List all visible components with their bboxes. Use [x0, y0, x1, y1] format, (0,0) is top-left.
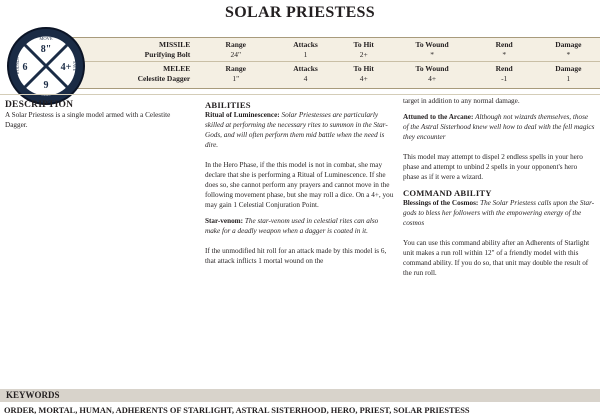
- ability-name: Ritual of Luminescence:: [205, 111, 280, 119]
- header-attacks: Attacks: [293, 64, 318, 73]
- weapon-damage: *: [566, 50, 571, 59]
- ability-ritual: [205, 110, 395, 150]
- ability-rule: You can use this command ability after an Adherents of Starlight unit makes a run roll within 12" of a friendly model with this command ability. If you do so, that unit may double the result of the run roll.: [403, 239, 590, 277]
- ability-flavor: The Solar Priestess calls upon the Star-gods to bless her followers with the empowering energy of the cosmos: [403, 199, 595, 227]
- header-to-hit: To Hit: [353, 64, 374, 73]
- missile-header-row: [60, 40, 600, 50]
- abilities-column: [205, 100, 395, 272]
- ability-name: Star-venom:: [205, 217, 244, 225]
- weapon-row: [60, 74, 600, 84]
- weapon-rend: -1: [501, 74, 508, 83]
- header-to-wound: To Wound: [415, 40, 449, 49]
- weapon-range: 24": [230, 50, 242, 59]
- melee-header-row: [60, 64, 600, 74]
- wounds-value: 6: [22, 62, 28, 73]
- ability-flavor: Although not wizards themselves, those of the Astral Sisterhood knew well how to deal with the fell magics they encounter: [403, 113, 595, 141]
- header-to-hit: To Hit: [353, 40, 374, 49]
- keywords-heading: KEYWORDS: [6, 390, 60, 400]
- weapon-damage: 1: [566, 74, 571, 83]
- missile-header: MISSILE: [159, 40, 191, 49]
- weapon-range: 1": [232, 74, 240, 83]
- command-ability: [403, 198, 595, 228]
- weapon-rend: *: [502, 50, 507, 59]
- header-rend: Rend: [495, 40, 513, 49]
- ability-rule-continued: target in addition to any normal damage.: [403, 97, 520, 105]
- ability-flavor: The star-venom used in celestial rites can also make for a deadly weapon when a dagger is coated in it.: [205, 217, 379, 235]
- ability-rule: This model may attempt to dispel 2 endless spells in your hero phase and attempt to unbind 2 spells in your opponent's hero phase as if it were a wizard.: [403, 153, 583, 181]
- move-label: MOVE: [39, 36, 53, 41]
- header-attacks: Attacks: [293, 40, 318, 49]
- abilities-heading: ABILITIES: [205, 100, 251, 110]
- weapon-name: Celestite Dagger: [137, 74, 191, 83]
- save-value: 4+: [60, 62, 72, 73]
- ability-name: Attuned to the Arcane:: [403, 113, 474, 121]
- ability-name: Blessings of the Cosmos:: [403, 199, 479, 207]
- weapon-attacks: 4: [303, 74, 308, 83]
- abilities-column-continued: [403, 96, 595, 284]
- weapon-to-hit: 4+: [359, 74, 368, 83]
- weapon-attacks: 1: [303, 50, 308, 59]
- move-value: 8": [40, 44, 52, 55]
- section-divider: [0, 94, 600, 95]
- ability-arcane: [403, 112, 595, 142]
- wounds-label: WOUNDS: [15, 57, 20, 75]
- weapon-to-hit: 2+: [359, 50, 368, 59]
- header-damage: Damage: [555, 40, 582, 49]
- weapon-table: [60, 40, 600, 84]
- page-title: SOLAR PRIESTESS: [225, 4, 375, 21]
- ability-rule: If the unmodified hit roll for an attack made by this model is 6, that attack inflicts 1 mortal wound on the: [205, 247, 387, 265]
- header-range: Range: [225, 64, 246, 73]
- keywords-bar: [0, 389, 600, 402]
- command-ability-heading: COMMAND ABILITY: [403, 188, 492, 198]
- weapon-to-wound: 4+: [428, 74, 437, 83]
- bravery-value: 9: [43, 80, 49, 91]
- description-heading: DESCRIPTION: [5, 100, 74, 110]
- bravery-label: BRAVERY: [35, 93, 57, 98]
- description-column: [5, 100, 190, 136]
- weapon-name: Purifying Bolt: [144, 50, 191, 59]
- save-label: SAVE: [72, 61, 77, 71]
- description-text: A Solar Priestess is a single model armed with a Celestite Dagger.: [5, 111, 171, 129]
- header-damage: Damage: [555, 64, 582, 73]
- keywords-text: ORDER, MORTAL, HUMAN, ADHERENTS OF STARLIGHT, ASTRAL SISTERHOOD, HERO, PRIEST, SOLAR PRIESTESS: [4, 406, 470, 415]
- header-rend: Rend: [495, 64, 513, 73]
- melee-header: MELEE: [163, 64, 191, 73]
- ability-flavor: Solar Priestesses are particularly skilled at performing the necessary rites to summon in the Star-Gods, and will often perform them mid battle when the need is dire.: [205, 111, 388, 149]
- weapon-row: [60, 50, 600, 60]
- weapon-to-wound: *: [430, 50, 434, 59]
- header-to-wound: To Wound: [415, 64, 449, 73]
- keywords-section: [0, 389, 600, 420]
- ability-rule: In the Hero Phase, if the this model is not in combat, she may declare that she is performing a Ritual of Luminescence. If she does so, she cannot perform any prayers and cannot move in the following movement phase, but she may roll a dice. On a 4+, you may gain 1 Celestial Conjuration Point.: [205, 161, 394, 209]
- ability-starvenom: [205, 216, 395, 236]
- header-range: Range: [225, 40, 246, 49]
